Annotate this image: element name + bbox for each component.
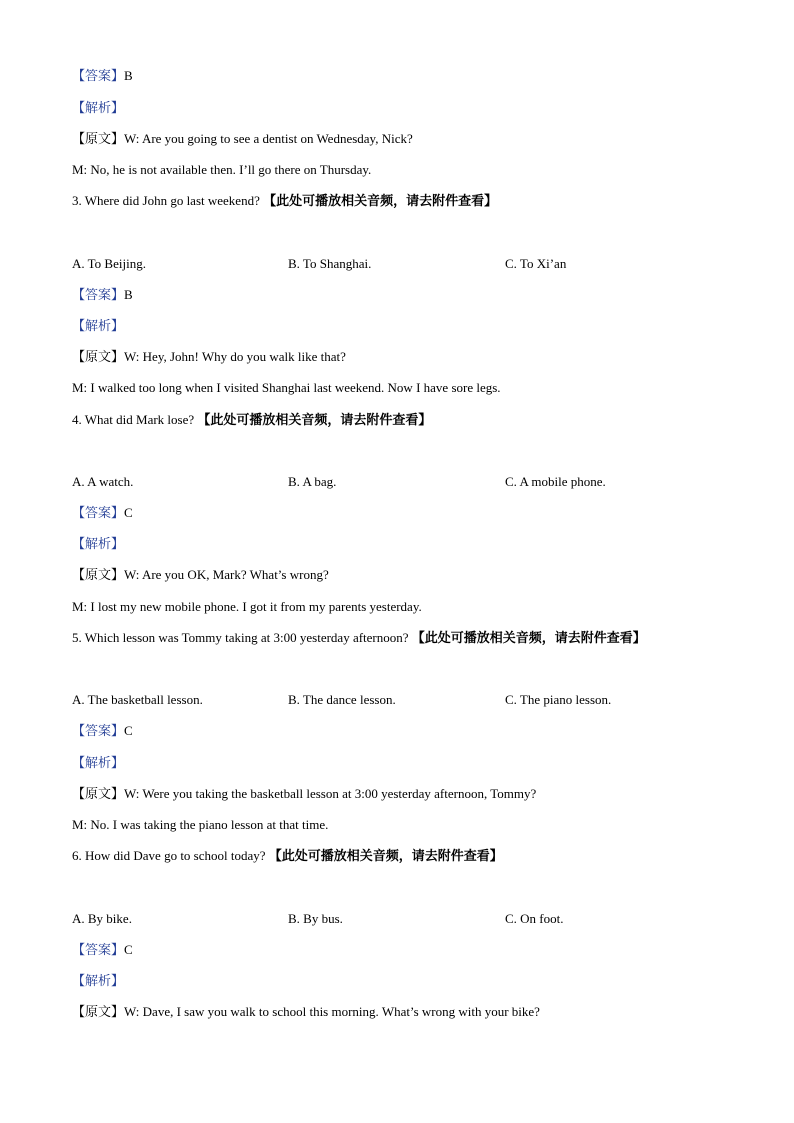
question-text: 6. How did Dave go to school today? xyxy=(72,848,266,863)
analysis-tag: 【解析】 xyxy=(72,755,125,770)
transcript-line xyxy=(72,786,536,802)
analysis-tag: 【解析】 xyxy=(72,536,125,551)
question-6 xyxy=(72,848,503,865)
answer-tag: 【答案】 xyxy=(72,68,125,83)
option-b: B. A bag. xyxy=(288,474,337,489)
transcript-text: W: Are you going to see a dentist on Wednesday, Nick? xyxy=(124,131,413,146)
original-tag: 【原文】 xyxy=(72,349,125,364)
question-text: 3. Where did John go last weekend? xyxy=(72,193,260,208)
answer-value: C xyxy=(124,723,133,738)
transcript-line xyxy=(72,380,501,396)
transcript-text: W: Hey, John! Why do you walk like that? xyxy=(124,349,346,364)
transcript-line xyxy=(72,599,422,615)
audio-note: 【此处可播放相关音频，请去附件查看】 xyxy=(268,849,503,864)
original-tag: 【原文】 xyxy=(72,1004,125,1019)
option-c: C. A mobile phone. xyxy=(505,474,606,489)
option-a: A. A watch. xyxy=(72,474,134,489)
audio-note: 【此处可播放相关音频，请去附件查看】 xyxy=(263,194,498,209)
original-tag: 【原文】 xyxy=(72,567,125,582)
question-text: 4. What did Mark lose? xyxy=(72,412,195,427)
transcript-text: M: No, he is not available then. I’ll go there on Thursday. xyxy=(72,162,372,177)
original-tag: 【原文】 xyxy=(72,131,125,146)
transcript-line xyxy=(72,349,346,365)
option-b: B. The dance lesson. xyxy=(288,692,396,707)
answer-line xyxy=(72,723,133,739)
answer-value: B xyxy=(124,68,133,83)
audio-note: 【此处可播放相关音频，请去附件查看】 xyxy=(411,631,646,646)
analysis-tag: 【解析】 xyxy=(72,100,125,115)
transcript-text: W: Dave, I saw you walk to school this morning. What’s wrong with your bike? xyxy=(124,1004,540,1019)
analysis-tag: 【解析】 xyxy=(72,973,125,988)
option-b: B. To Shanghai. xyxy=(288,256,372,271)
original-tag: 【原文】 xyxy=(72,786,125,801)
transcript-line xyxy=(72,162,371,178)
option-a: A. By bike. xyxy=(72,911,132,926)
transcript-text: W: Were you taking the basketball lesson at 3:00 yesterday afternoon, Tommy? xyxy=(124,786,537,801)
transcript-text: W: Are you OK, Mark? What’s wrong? xyxy=(124,567,329,582)
analysis-line xyxy=(72,100,124,116)
transcript-text: M: No. I was taking the piano lesson at that time. xyxy=(72,817,329,832)
answer-value: C xyxy=(124,942,133,957)
analysis-line xyxy=(72,973,124,989)
transcript-line xyxy=(72,567,329,583)
question-text: 5. Which lesson was Tommy taking at 3:00 yesterday afternoon? xyxy=(72,630,409,645)
option-a: A. The basketball lesson. xyxy=(72,692,203,707)
analysis-line xyxy=(72,318,124,334)
answer-tag: 【答案】 xyxy=(72,505,125,520)
option-c: C. The piano lesson. xyxy=(505,692,612,707)
analysis-line xyxy=(72,536,124,552)
option-c: C. On foot. xyxy=(505,911,564,926)
transcript-line xyxy=(72,817,328,833)
answer-tag: 【答案】 xyxy=(72,287,125,302)
transcript-text: M: I walked too long when I visited Shanghai last weekend. Now I have sore legs. xyxy=(72,380,501,395)
option-b: B. By bus. xyxy=(288,911,343,926)
answer-line xyxy=(72,505,133,521)
answer-line xyxy=(72,287,133,303)
answer-value: C xyxy=(124,505,133,520)
answer-value: B xyxy=(124,287,133,302)
analysis-tag: 【解析】 xyxy=(72,318,125,333)
transcript-line xyxy=(72,131,413,147)
option-a: A. To Beijing. xyxy=(72,256,146,271)
answer-tag: 【答案】 xyxy=(72,723,125,738)
answer-line xyxy=(72,68,133,84)
audio-note: 【此处可播放相关音频，请去附件查看】 xyxy=(197,413,432,428)
analysis-line xyxy=(72,755,124,771)
transcript-text: M: I lost my new mobile phone. I got it from my parents yesterday. xyxy=(72,599,422,614)
transcript-line xyxy=(72,1004,540,1020)
question-5 xyxy=(72,630,646,647)
answer-line xyxy=(72,942,133,958)
question-4 xyxy=(72,412,431,429)
option-c: C. To Xi’an xyxy=(505,256,567,271)
question-3 xyxy=(72,193,497,210)
answer-tag: 【答案】 xyxy=(72,942,125,957)
